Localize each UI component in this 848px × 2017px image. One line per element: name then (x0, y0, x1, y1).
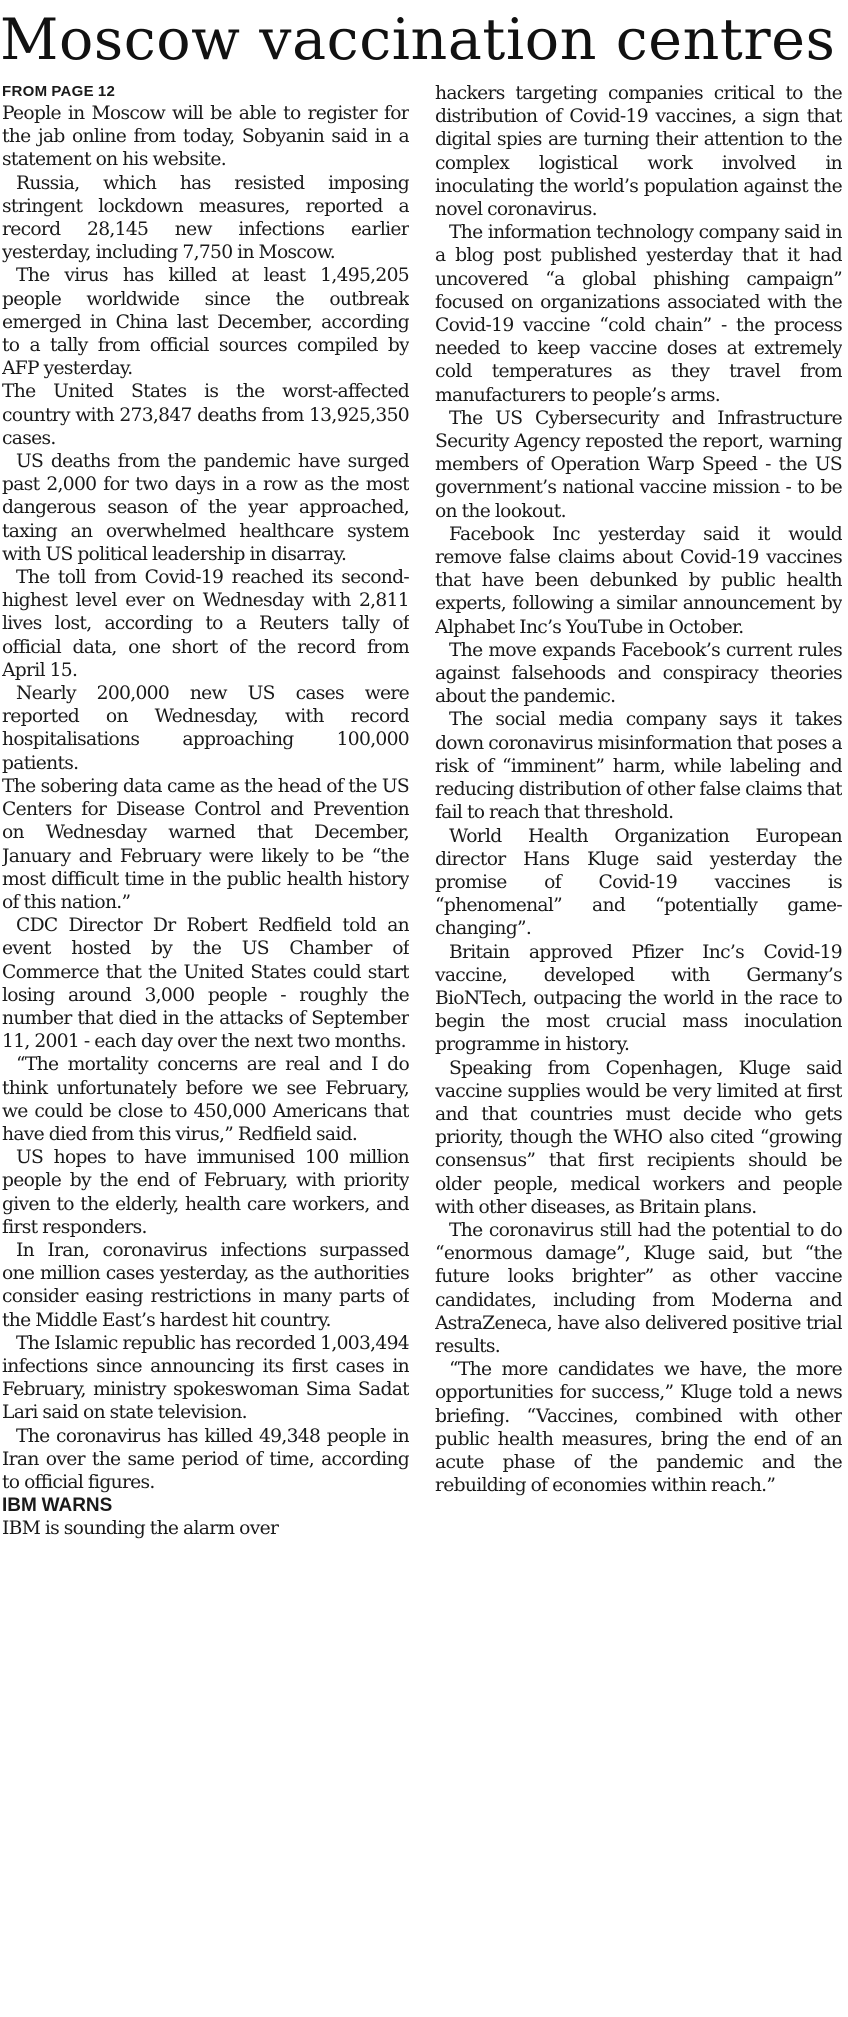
paragraph: World Health Organization European director Hans Kluge said yesterday the promise of Covid-19 vaccines is “phenomenal” and “potentially game-changing”. (435, 825, 842, 940)
paragraph: The sobering data came as the head of the US Centers for Disease Control and Prevention on Wednesday warned that December, January and February were likely to be “the most difficult time in the public health history of this nation.” (2, 775, 409, 913)
paragraph: Britain approved Pfizer Inc’s Covid-19 vaccine, developed with Germany’s BioNTech, outpacing the world in the race to begin the most crucial mass inoculation programme in history. (435, 941, 842, 1056)
paragraph: The US Cybersecurity and Infrastructure Security Agency reposted the report, warning members of Operation Warp Speed - the US government’s national vaccine mission - to be on the lookout. (435, 407, 842, 522)
paragraph: Facebook Inc yesterday said it would remove false claims about Covid-19 vaccines that have been debunked by public health experts, following a similar announcement by Alphabet Inc’s YouTube in October. (435, 523, 842, 638)
paragraph: People in Moscow will be able to register for the jab online from today, Sobyanin said in a statement on his website. (2, 103, 409, 171)
paragraph: US deaths from the pandemic have surged past 2,000 for two days in a row as the most dangerous season of the year approached, taxing an overwhelmed healthcare system with US political leadership in disarray. (2, 451, 409, 565)
paragraph: In Iran, coronavirus infections surpassed one million cases yesterday, as the authorities consider easing restrictions in many parts of the Middle East’s hardest hit country. (2, 1239, 409, 1331)
paragraph: hackers targeting companies critical to the distribution of Covid-19 vaccines, a sign that digital spies are turning their attention to the complex logistical work involved in inoculating the world’s population against the novel coronavirus. (435, 83, 842, 221)
paragraph: “The more candidates we have, the more opportunities for success,” Kluge told a news briefing. “Vaccines, combined with other public health measures, bring the end of an acute phase of the pandemic and the rebuilding of economies within reach.” (435, 1359, 842, 1497)
paragraph: The coronavirus still had the potential to do “enormous damage”, Kluge said, but “the future looks brighter” as other vaccine candidates, including from Moderna and AstraZeneca, have also delivered positive trial results. (435, 1219, 842, 1357)
paragraph: The coronavirus has killed 49,348 people in Iran over the same period of time, according to official figures. (2, 1425, 409, 1493)
paragraph: The Islamic republic has recorded 1,003,494 infections since announcing its first cases in February, ministry spokeswoman Sima Sadat Lari said on state television. (2, 1332, 409, 1424)
paragraph: “The mortality concerns are real and I do think unfortunately before we see February, we could be close to 450,000 Americans that have died from this virus,” Redfield said. (2, 1054, 409, 1145)
paragraph: The move expands Facebook’s current rules against falsehoods and conspiracy theories about the pandemic. (435, 639, 842, 708)
headline: Moscow vaccination centres (0, 7, 836, 73)
left-column (2, 82, 409, 2017)
paragraph: IBM is sounding the alarm over (2, 1518, 279, 1540)
paragraph: Russia, which has resisted imposing stringent lockdown measures, reported a record 28,145 new infections earlier yesterday, including 7,750 in Moscow. (2, 172, 409, 264)
right-column (435, 82, 842, 2017)
paragraph: Speaking from Copenhagen, Kluge said vaccine supplies would be very limited at first and that countries must decide who gets priority, though the WHO also cited “growing consensus” that first recipients should be older people, medical workers and people with other diseases, as Britain plans. (435, 1057, 842, 1218)
paragraph: The information technology company said in a blog post published yesterday that it had uncovered “a global phishing campaign” focused on organizations associated with the Covid-19 vaccine “cold chain” - the process needed to keep vaccine doses at extremely cold temperatures as they travel from manufacturers to people’s arms. (435, 222, 842, 406)
paragraph: US hopes to have immunised 100 million people by the end of February, with priority given to the elderly, health care workers, and first responders. (2, 1147, 409, 1238)
paragraph: The United States is the worst-affected country with 273,847 deaths from 13,925,350 cases. (2, 381, 409, 449)
paragraph: The social media company says it takes down coronavirus misinformation that poses a risk of “imminent” harm, while labeling and reducing distribution of other false claims that fail to reach that threshold. (435, 709, 842, 824)
section-subhead: IBM WARNS (2, 1495, 113, 1517)
paragraph: Nearly 200,000 new US cases were reported on Wednesday, with record hospitalisations approaching 100,000 patients. (2, 683, 409, 774)
paragraph: The toll from Covid-19 reached its second-highest level ever on Wednesday with 2,811 lives lost, according to a Reuters tally of official data, one short of the record from April 15. (2, 567, 409, 681)
paragraph: The virus has killed at least 1,495,205 people worldwide since the outbreak emerged in China last December, according to a tally from official sources compiled by AFP yesterday. (2, 265, 409, 380)
continued-from-label: FROM PAGE 12 (2, 83, 116, 100)
paragraph: CDC Director Dr Robert Redfield told an event hosted by the US Chamber of Commerce that the United States could start losing around 3,000 people - roughly the number that died in the attacks of September 11, 2001 - each day over the next two months. (2, 915, 409, 1053)
